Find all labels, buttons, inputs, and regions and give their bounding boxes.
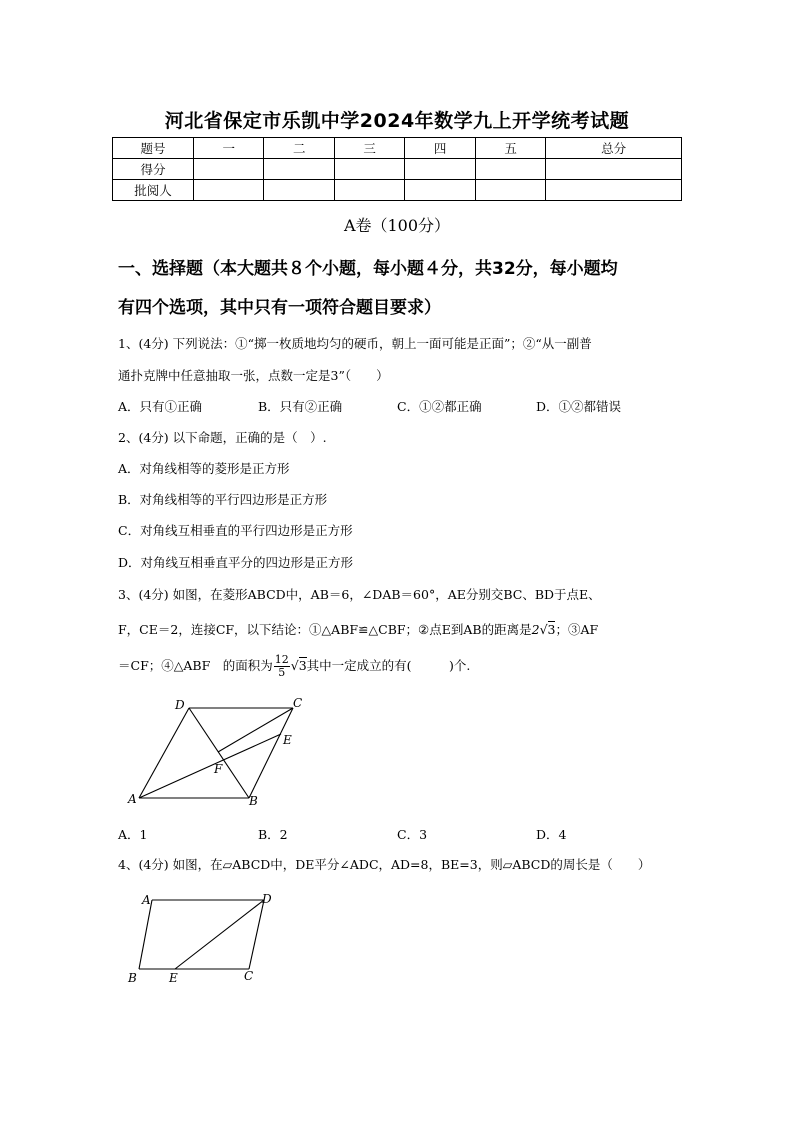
score-table-row bbox=[113, 159, 682, 180]
q3-option-b[interactable]: B．2 bbox=[258, 827, 288, 842]
q3-line2 bbox=[118, 620, 598, 638]
label-b: B bbox=[249, 794, 258, 808]
q1-option-a[interactable]: A．只有①正确 bbox=[118, 399, 203, 414]
q3-line3-tail: 其中一定成立的有( )个. bbox=[306, 658, 471, 673]
table-cell: 总分 bbox=[546, 138, 682, 159]
segment-ae bbox=[139, 734, 281, 798]
score-cell[interactable] bbox=[334, 180, 404, 201]
segment-ab bbox=[139, 900, 152, 969]
score-table-header-row bbox=[113, 138, 682, 159]
q1-option-b[interactable]: B．只有②正确 bbox=[258, 399, 343, 414]
q3-radicand2: 3 bbox=[298, 658, 307, 673]
score-cell[interactable] bbox=[194, 159, 264, 180]
part1-heading-line2: 有四个选项，其中只有一项符合题目要求） bbox=[118, 298, 441, 318]
score-cell[interactable] bbox=[405, 159, 475, 180]
part1-heading-line1: 一、选择题（本大题共８个小题，每小题４分，共32分，每小题均 bbox=[118, 259, 618, 279]
table-cell: 三 bbox=[334, 138, 404, 159]
section-title: A卷（100分） bbox=[343, 216, 451, 235]
label-d: D bbox=[175, 698, 185, 712]
label-a: A bbox=[128, 792, 137, 806]
label-e: E bbox=[169, 971, 178, 985]
q1-line2: 通扑克牌中任意抽取一张，点数一定是3”（ ） bbox=[118, 368, 389, 383]
q3-line2-tail: ；③AF bbox=[555, 622, 599, 637]
label-f: F bbox=[214, 762, 223, 776]
table-cell: 题号 bbox=[113, 138, 194, 159]
table-cell: 五 bbox=[475, 138, 545, 159]
sqrt-icon: √ bbox=[539, 622, 548, 637]
q3-coef: 2 bbox=[531, 622, 540, 637]
score-cell[interactable] bbox=[475, 159, 545, 180]
table-cell: 批阅人 bbox=[113, 180, 194, 201]
q3-option-c[interactable]: C．3 bbox=[397, 827, 428, 842]
q3-option-d[interactable]: D．4 bbox=[536, 827, 567, 842]
q3-frac-num: 12 bbox=[274, 653, 289, 666]
q2-option-b[interactable]: B．对角线相等的平行四边形是正方形 bbox=[118, 492, 328, 507]
q3-line3-text: ＝CF；④△ABF 的面积为 bbox=[118, 658, 273, 673]
q3-frac-den: 5 bbox=[278, 666, 286, 679]
score-cell[interactable] bbox=[546, 159, 682, 180]
q1-line1: 1、(4分) 下列说法：①“掷一枚质地均匀的硬币，朝上一面可能是正面”；②“从一副普 bbox=[118, 336, 592, 351]
label-d: D bbox=[262, 892, 272, 906]
table-cell: 四 bbox=[405, 138, 475, 159]
q1-option-d[interactable]: D．①②都错误 bbox=[536, 399, 622, 414]
score-cell[interactable] bbox=[264, 180, 334, 201]
score-cell[interactable] bbox=[475, 180, 545, 201]
q3-line1: 3、(4分) 如图，在菱形ABCD中，AB＝6，∠DAB＝60°，AE分别交BC、BD于点E、 bbox=[118, 587, 601, 602]
exam-title: 河北省保定市乐凯中学2024年数学九上开学统考试题 bbox=[164, 110, 630, 132]
score-cell[interactable] bbox=[194, 180, 264, 201]
label-b: B bbox=[128, 971, 137, 985]
q3-radicand: 3 bbox=[547, 622, 556, 637]
sqrt-icon: √ bbox=[290, 658, 299, 673]
score-cell[interactable] bbox=[334, 159, 404, 180]
label-c: C bbox=[244, 969, 254, 983]
q3-line2-text: F，CE＝2，连接CF，以下结论：①△ABF≌△CBF；②点E到AB的距离是 bbox=[118, 622, 532, 637]
table-cell: 得分 bbox=[113, 159, 194, 180]
table-cell: 二 bbox=[264, 138, 334, 159]
segment-ad bbox=[139, 708, 189, 798]
q1-option-c[interactable]: C．①②都正确 bbox=[397, 399, 482, 414]
segment-de bbox=[175, 900, 264, 969]
parallelogram-figure bbox=[125, 890, 285, 990]
score-table bbox=[112, 137, 682, 201]
label-a: A bbox=[142, 893, 151, 907]
score-cell[interactable] bbox=[546, 180, 682, 201]
q2-option-c[interactable]: C．对角线互相垂直的平行四边形是正方形 bbox=[118, 523, 353, 538]
q3-option-a[interactable]: A．1 bbox=[118, 827, 148, 842]
table-cell: 一 bbox=[194, 138, 264, 159]
q2-option-a[interactable]: A．对角线相等的菱形是正方形 bbox=[118, 461, 290, 476]
score-cell[interactable] bbox=[264, 159, 334, 180]
label-c: C bbox=[293, 696, 303, 710]
q2-stem: 2、(4分) 以下命题，正确的是（ ）. bbox=[118, 430, 327, 445]
label-e: E bbox=[283, 733, 292, 747]
q3-line3 bbox=[118, 654, 470, 679]
score-table-row bbox=[113, 180, 682, 201]
q3-fraction bbox=[274, 654, 290, 679]
q4-stem: 4、(4分) 如图，在▱ABCD中，DE平分∠ADC，AD=8，BE=3，则▱ABCD的周长是（ ） bbox=[118, 857, 651, 872]
q2-option-d[interactable]: D．对角线互相垂直平分的四边形是正方形 bbox=[118, 555, 354, 570]
score-cell[interactable] bbox=[405, 180, 475, 201]
rhombus-figure bbox=[125, 695, 315, 810]
